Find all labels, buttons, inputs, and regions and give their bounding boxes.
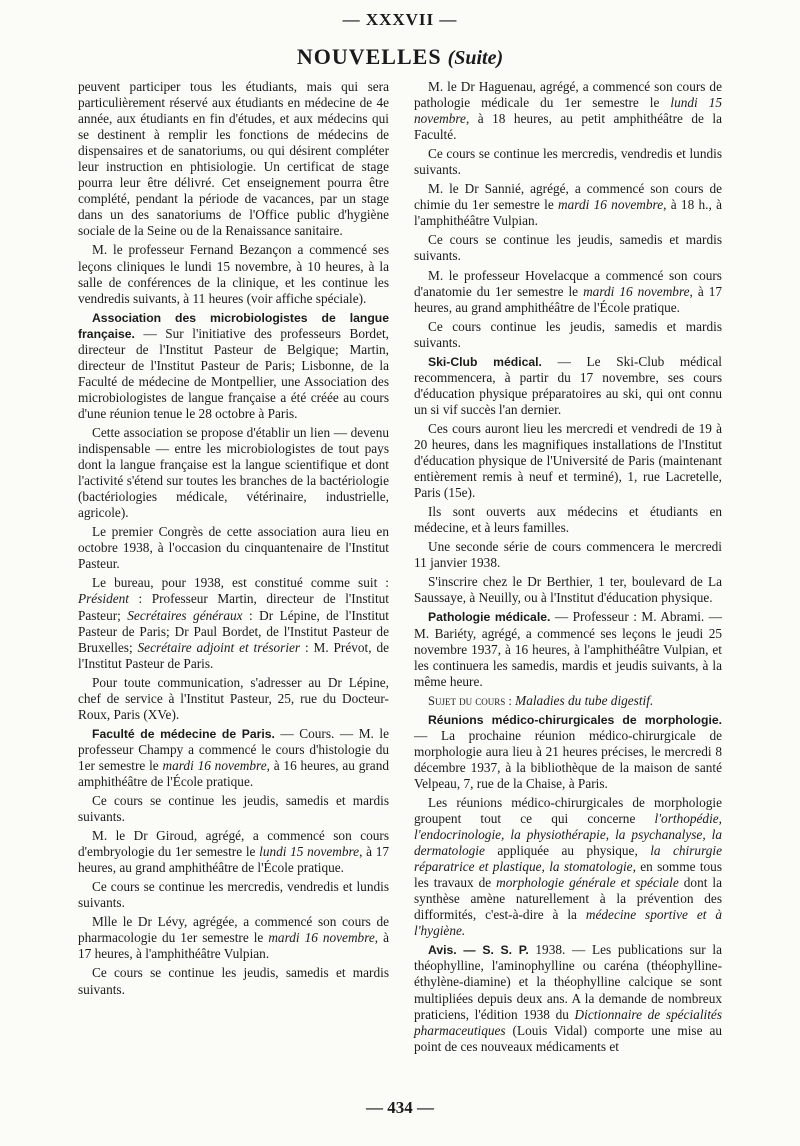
paragraph: Ce cours se continue les mercredis, vendredis et lundis suivants. [78,879,389,911]
italic-text: médecine sportive et à l'hygiène. [414,907,722,939]
paragraph-text: , à 16 heures, au grand amphithéâtre de l'École pratique. [78,757,389,789]
folio-page-number: — 434 — [366,1098,434,1117]
paragraph-text: 1938. — Les publications sur la théophylline, l'aminophylline ou caréna (théophylline-éthylène-diamine) et la théophylline calcique se sont multipliées depuis deux ans. A la demande de nombreux praticiens, l'édition 1938 du [414,942,722,1022]
paragraph-text: Le bureau, pour 1938, est constitué comme suit : [92,575,389,591]
date-text: mardi 16 novembre [162,757,267,773]
paragraph [414,181,722,229]
section-heading [0,44,800,70]
paragraph: Ces cours auront lieu les mercredi et vendredi de 19 à 20 heures, dans les magnifiques installations de l'Institut d'éducation physique de l'Université de Paris (maintenant entièrement remis à neuf et terminé), 1, rue Lacretelle, Paris (15e). [414,420,722,501]
paragraph-text: , en somme tous les travaux de [414,859,722,891]
paragraph-text: M. le Dr Haguenau, agrégé, a commencé son cours de pathologie médicale du 1er semestre le [414,79,722,111]
paragraph-text: Mlle le Dr Lévy, agrégée, a commencé son cours de pharmacologie du 1er semestre le [78,914,389,946]
paragraph-text: : Professeur Martin, directeur de l'Institut Pasteur; [78,591,389,623]
paragraph [414,268,722,316]
paragraph [78,726,389,790]
paragraph-text: appliquée au physique, [484,843,651,859]
paragraph-text: M. le Dr Sannié, agrégé, a commencé son cours de chimie du 1er semestre le [414,181,722,213]
role-label: Président [78,591,129,607]
paragraph-text: — La prochaine réunion médico-chirurgicale de morphologie aura lieu à 21 heures précises, le mercredi 8 décembre 1937, à la bibliothèque de la maison de santé Velpeau, 7, rue de la Chaise, à Paris. [414,727,722,791]
date-text: lundi 15 novembre [259,844,360,860]
paragraph: Ce cours se continue les jeudis, samedis et mardis suivants. [414,232,722,264]
paragraph-text: — Cours. — M. le professeur Champy a commencé le cours d'histologie du 1er semestre le [78,725,389,773]
roman-page-number: — XXXVII — [342,10,458,29]
paragraph-text: M. le Dr Giroud, agrégé, a commencé son cours d'embryologie du 1er semestre le [78,828,389,860]
paragraph: Ce cours continue les jeudis, samedis et mardis suivants. [414,318,722,350]
paragraph: Ce cours se continue les mercredis, vendredis et lundis suivants. [414,146,722,178]
subject-label: Sujet du cours : [428,693,512,708]
section-title: NOUVELLES [296,44,442,69]
paragraph [78,828,389,876]
left-column [78,79,389,1001]
paragraph [414,693,722,709]
paragraph-text: , à 17 heures, au grand amphithéâtre de l'École pratique. [414,283,723,315]
paragraph: Ils sont ouverts aux médecins et étudiants en médecine, et à leurs familles. [414,504,722,536]
right-column [414,79,722,1058]
paragraph [414,712,722,792]
entry-heading: Pathologie médicale. [428,610,551,625]
italic-text: morphologie générale et spéciale [496,875,679,891]
paragraph-text: Les réunions médico-chirurgicales de morphologie groupent tout ce qui concerne [414,794,722,827]
paragraph-text: — Le Ski-Club médical recommencera, à partir du 17 novembre, ses cours d'éducation physique préparatoires au ski, qui ont connu un si vif succès l'an dernier. [414,353,723,417]
paragraph [78,575,389,671]
paragraph [78,310,389,422]
paragraph: peuvent participer tous les étudiants, mais qui sera particulièrement réservé aux étudiants en médecine de 4e année, aux étudiants en fin d'études, et aux médecins qui se destinent à remplir les fonctions de médecins de dispensaires et de sanatoriums, ou qui désirent compléter leur instruction en phtisiologie. Un certificat de stage pourra leur être délivré. Cet enseignement pourra être complété, pendant la période de vacances, par un stage dans un des sanatoriums de l'Office public d'hygiène sociale de la Seine ou de la Renaissance sanitaire. [78,79,389,239]
paragraph-text: : M. Prévot, de l'Institut Pasteur de Paris. [78,639,389,671]
paragraph-text: , à 18 h., à l'amphithéâtre Vulpian. [414,197,723,229]
paragraph-text: , à 17 heures, à l'amphithéâtre Vulpian. [78,930,389,962]
date-text: mardi 16 novembre [558,197,664,213]
paragraph: Cette association se propose d'établir un lien — devenu indispensable — entre les microbiologistes de tout pays dont la langue française est la langue scientifique et dont l'activité s'étend sur toutes les branches de la bactériologie (bactériologies médicale, vétérinaire, industrielle, agricole). [78,424,389,521]
paragraph [414,354,722,418]
paragraph: Le premier Congrès de cette association aura lieu en octobre 1938, à l'occasion du cinquantenaire de l'Institut Pasteur. [78,524,389,572]
paragraph: M. le professeur Fernand Bezançon a commencé ses leçons cliniques le lundi 15 novembre, à 10 heures, à la salle de conférences de la clinique, et les continue les vendredis suivants, à 11 heures (voir affiche spéciale). [78,242,389,306]
paragraph [414,795,722,939]
paragraph-text: : Dr Lépine, de l'Institut Pasteur de Paris; Dr Paul Bordet, de l'Institut Pasteur de Bruxelles; [78,607,390,655]
paragraph-text: — Sur l'initiative des professeurs Bordet, directeur de l'Institut Pasteur de Belgique; Martin, directeur de l'Institut Pasteur de Paris; Lisbonne, de la Faculté de médecine de Montpellier, une Association des microbiologistes de langue française a été créée au cours d'une réunion tenue le 28 octobre à Paris. [78,325,389,421]
paragraph [414,942,722,1054]
italic-text: la chirurgie réparatrice et plastique, la stomatologie [414,843,722,875]
date-text: lundi 15 novembre [414,95,722,127]
section-suite: (Suite) [447,47,504,69]
date-text: mardi 16 novembre [268,930,375,946]
paragraph-text: — Professeur : M. Abrami. — M. Bariéty, agrégé, a commencé ses leçons le jeudi 25 novembre 1937, à 16 heures, à l'amphithéâtre Vulpian, et les continuera les samedis, mardis et jeudis suivants, à la même heure. [414,609,723,689]
role-label: Secrétaire adjoint et trésorier [137,639,301,655]
entry-heading: Avis. — S. S. P. [428,943,529,958]
paragraph-text: dont la synthèse amène naturellement à la prévention des difformités, c'est-à-dire à la [414,875,722,923]
entry-heading: Association des microbiologistes de langue française. [78,310,389,341]
paragraph: Ce cours se continue les jeudis, samedis et mardis suivants. [78,965,389,997]
paragraph-text: , à 18 heures, au petit amphithéâtre de la Faculté. [414,111,722,143]
paragraph [414,609,722,689]
role-label: Secrétaires généraux [127,607,243,623]
paragraph: S'inscrire chez le Dr Berthier, 1 ter, boulevard de La Saussaye, à Neuilly, ou à l'Institut d'éducation physique. [414,574,722,606]
entry-heading: Ski-Club médical. [428,354,542,369]
entry-heading: Réunions médico-chirurgicales de morphologie. [428,712,722,727]
date-text: mardi 16 novembre [583,283,690,299]
paragraph-text: M. le professeur Hovelacque a commencé son cours d'anatomie du 1er semestre le [414,267,722,299]
paragraph-text: , à 17 heures, au grand amphithéâtre de l'École pratique. [78,844,390,876]
italic-text: l'orthopédie, l'endocrinologie, la physiothérapie, la psychanalyse, la dermatologie [414,811,722,859]
paragraph: Ce cours se continue les jeudis, samedis et mardis suivants. [78,793,389,825]
paragraph [414,79,722,143]
paragraph: Pour toute communication, s'adresser au Dr Lépine, chef de service à l'Institut Pasteur, 25, rue du Docteur-Roux, Paris (XVe). [78,674,389,722]
entry-heading: Faculté de médecine de Paris. [92,726,275,741]
paragraph: Une seconde série de cours commencera le mercredi 11 janvier 1938. [414,539,722,571]
paragraph-text: (Louis Vidal) comporte une mise au point de ces nouveaux médicaments et [414,1022,722,1054]
subject-text: Maladies du tube digestif. [515,692,654,708]
italic-text: Dictionnaire de spécialités pharmaceutiques [414,1006,722,1038]
paragraph [78,914,389,962]
